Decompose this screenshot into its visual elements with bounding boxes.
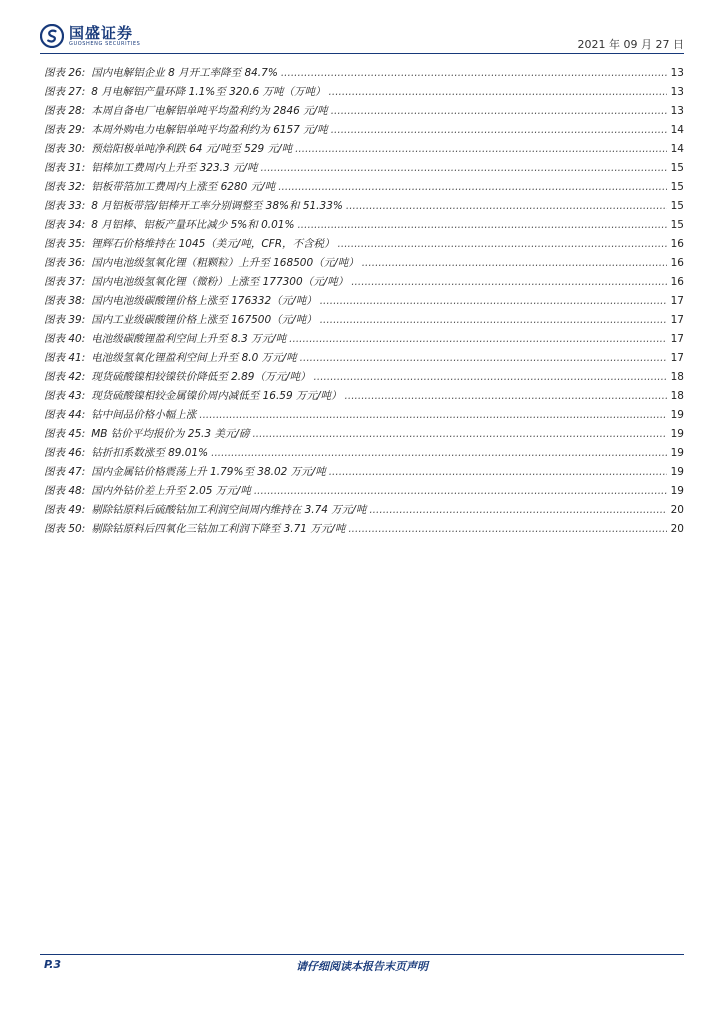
toc-entry-page: 16 (670, 257, 684, 269)
toc-entry[interactable] (44, 216, 684, 235)
toc-entry-label: 图表 45: (44, 428, 86, 440)
toc-entry-title: 预焙阳极单吨净利跌 64 元/吨至 529 元/吨 (91, 143, 293, 155)
toc-entry-page: 13 (670, 86, 684, 98)
toc-entry[interactable] (44, 387, 684, 406)
toc-entry-label: 图表 36: (44, 257, 86, 269)
toc-entry-title: 锂辉石价格维持在 1045（美元/吨，CFR，不含税） (91, 238, 335, 250)
toc-entry[interactable] (44, 140, 684, 159)
toc-leader-dots (348, 520, 667, 539)
toc-entry[interactable] (44, 330, 684, 349)
toc-entry-title: 电池级氢氧化锂盈利空间上升至 8.0 万元/吨 (91, 352, 297, 364)
toc-entry-label: 图表 33: (44, 200, 86, 212)
toc-leader-dots (314, 368, 667, 387)
toc-leader-dots (369, 501, 667, 520)
toc-leader-dots (295, 140, 667, 159)
toc-entry[interactable] (44, 235, 684, 254)
toc-entry-page: 19 (670, 466, 684, 478)
toc-entry[interactable] (44, 121, 684, 140)
toc-entry-page: 13 (670, 105, 684, 117)
toc-entry-label: 图表 40: (44, 333, 86, 345)
toc-leader-dots (362, 254, 667, 273)
toc-entry-label: 图表 48: (44, 485, 86, 497)
toc-leader-dots (199, 406, 667, 425)
logo-english-name: GUOSHENG SECURITIES (69, 40, 141, 47)
toc-entry-page: 20 (670, 504, 684, 516)
toc-entry-label: 图表 47: (44, 466, 86, 478)
toc-entry[interactable] (44, 482, 684, 501)
toc-entry-title: 国内电池级氢氧化锂（微粉）上涨至 177300（元/吨） (91, 276, 349, 288)
toc-entry-page: 20 (670, 523, 684, 535)
toc-entry-title: 现货硫酸镍相较镍铁价降低至 2.89（万元/吨） (91, 371, 311, 383)
toc-entry-label: 图表 28: (44, 105, 86, 117)
toc-entry-title: 剔除钴原料后四氧化三钴加工利润下降至 3.71 万元/吨 (91, 523, 346, 535)
toc-entry-page: 18 (670, 390, 684, 402)
toc-entry-label: 图表 32: (44, 181, 86, 193)
toc-leader-dots (300, 349, 667, 368)
toc-entry-label: 图表 46: (44, 447, 86, 459)
toc-entry[interactable] (44, 254, 684, 273)
toc-entry-page: 15 (670, 162, 684, 174)
toc-entry[interactable] (44, 178, 684, 197)
toc-entry-page: 14 (670, 124, 684, 136)
toc-entry[interactable] (44, 520, 684, 539)
toc-entry-page: 16 (670, 276, 684, 288)
toc-entry[interactable] (44, 311, 684, 330)
toc-leader-dots (331, 121, 667, 140)
toc-leader-dots (281, 64, 667, 83)
toc-entry-title: 8 月电解铝产量环降 1.1%至 320.6 万吨（万吨） (91, 86, 326, 98)
toc-entry[interactable] (44, 425, 684, 444)
toc-entry[interactable] (44, 406, 684, 425)
toc-entry-title: 铝板带箔加工费周内上涨至 6280 元/吨 (91, 181, 276, 193)
toc-entry-title: 钴折扣系数涨至 89.01% (91, 447, 209, 459)
toc-entry-label: 图表 35: (44, 238, 86, 250)
toc-entry-label: 图表 41: (44, 352, 86, 364)
logo-chinese-name: 国盛证券 (69, 23, 134, 42)
toc-entry[interactable] (44, 463, 684, 482)
toc-leader-dots (254, 482, 667, 501)
page-number: P.3 (44, 958, 62, 971)
toc-leader-dots (211, 444, 667, 463)
toc-entry[interactable] (44, 83, 684, 102)
toc-entry[interactable] (44, 444, 684, 463)
toc-leader-dots (346, 197, 667, 216)
toc-entry-page: 18 (670, 371, 684, 383)
toc-entry-label: 图表 43: (44, 390, 86, 402)
toc-entry[interactable] (44, 159, 684, 178)
toc-entry-label: 图表 30: (44, 143, 86, 155)
toc-leader-dots (331, 102, 667, 121)
toc-entry-page: 17 (670, 333, 684, 345)
toc-entry[interactable] (44, 64, 684, 83)
toc-entry-page: 19 (670, 428, 684, 440)
toc-entry-page: 15 (670, 181, 684, 193)
toc-entry-label: 图表 27: (44, 86, 86, 98)
toc-entry-title: 铝棒加工费周内上升至 323.3 元/吨 (91, 162, 258, 174)
toc-leader-dots (261, 159, 667, 178)
toc-entry-label: 图表 44: (44, 409, 86, 421)
toc-entry-label: 图表 49: (44, 504, 86, 516)
toc-entry-title: 国内外钴价差上升至 2.05 万元/吨 (91, 485, 251, 497)
toc-leader-dots (320, 292, 667, 311)
toc-leader-dots (320, 311, 667, 330)
toc-entry-page: 19 (670, 409, 684, 421)
footer-divider (40, 954, 684, 955)
toc-entry-title: 国内电池级碳酸锂价格上涨至 176332（元/吨） (91, 295, 317, 307)
toc-leader-dots (338, 235, 667, 254)
toc-leader-dots (252, 425, 667, 444)
toc-entry[interactable] (44, 292, 684, 311)
toc-entry-title: 本周外购电力电解铝单吨平均盈利约为 6157 元/吨 (91, 124, 328, 136)
toc-entry-title: 国内金属钴价格震荡上升 1.79%至 38.02 万元/吨 (91, 466, 326, 478)
disclaimer-note: 请仔细阅读本报告末页声明 (296, 960, 428, 973)
toc-entry[interactable] (44, 349, 684, 368)
toc-entry-page: 16 (670, 238, 684, 250)
page-header (0, 0, 724, 56)
toc-leader-dots (297, 216, 667, 235)
toc-leader-dots (329, 463, 667, 482)
toc-entry-page: 15 (670, 219, 684, 231)
toc-entry-label: 图表 34: (44, 219, 86, 231)
toc-entry-label: 图表 29: (44, 124, 86, 136)
toc-entry-label: 图表 26: (44, 67, 86, 79)
toc-entry-title: 剔除钴原料后硫酸钴加工利润空间周内维持在 3.74 万元/吨 (91, 504, 367, 516)
toc-entry[interactable] (44, 102, 684, 121)
toc-entry-label: 图表 50: (44, 523, 86, 535)
company-logo (40, 22, 140, 50)
toc-entry-title: 国内工业级碳酸锂价格上涨至 167500（元/吨） (91, 314, 317, 326)
toc-entry-label: 图表 42: (44, 371, 86, 383)
toc-entry-label: 图表 37: (44, 276, 86, 288)
toc-entry[interactable] (44, 197, 684, 216)
toc-leader-dots (329, 83, 667, 102)
toc-entry-title: 国内电解铝企业 8 月开工率降至 84.7% (91, 67, 278, 79)
toc-entry-page: 13 (670, 67, 684, 79)
toc-entry[interactable] (44, 368, 684, 387)
toc-entry-label: 图表 39: (44, 314, 86, 326)
toc-entry-title: 现货硫酸镍相较金属镍价周内减低至 16.59 万元/吨） (91, 390, 342, 402)
toc-entry-label: 图表 31: (44, 162, 86, 174)
toc-entry-page: 17 (670, 295, 684, 307)
toc-entry-title: 国内电池级氢氧化锂（粗颗粒）上升至 168500（元/吨） (91, 257, 359, 269)
figure-index (44, 64, 684, 539)
toc-entry-page: 17 (670, 352, 684, 364)
toc-entry-title: MB 钴价平均报价为 25.3 美元/磅 (91, 428, 250, 440)
toc-entry-title: 电池级碳酸锂盈利空间上升至 8.3 万元/吨 (91, 333, 287, 345)
toc-entry-title: 8 月铝板带箔/铝棒开工率分别调整至 38%和 51.33% (91, 200, 343, 212)
logo-emblem-icon (40, 24, 64, 48)
toc-entry-title: 钴中间品价格小幅上涨 (91, 409, 197, 421)
toc-entry[interactable] (44, 501, 684, 520)
toc-entry-page: 17 (670, 314, 684, 326)
toc-entry-title: 8 月铝棒、铝板产量环比减少 5%和 0.01% (91, 219, 295, 231)
toc-entry[interactable] (44, 273, 684, 292)
toc-entry-page: 15 (670, 200, 684, 212)
toc-entry-page: 19 (670, 485, 684, 497)
header-divider (40, 53, 684, 54)
toc-leader-dots (345, 387, 667, 406)
toc-entry-page: 14 (670, 143, 684, 155)
toc-entry-page: 19 (670, 447, 684, 459)
toc-entry-label: 图表 38: (44, 295, 86, 307)
toc-leader-dots (278, 178, 667, 197)
toc-leader-dots (289, 330, 667, 349)
report-date: 2021 年 09 月 27 日 (577, 38, 684, 51)
toc-leader-dots (351, 273, 667, 292)
toc-entry-title: 本周自备电厂电解铝单吨平均盈利约为 2846 元/吨 (91, 105, 328, 117)
